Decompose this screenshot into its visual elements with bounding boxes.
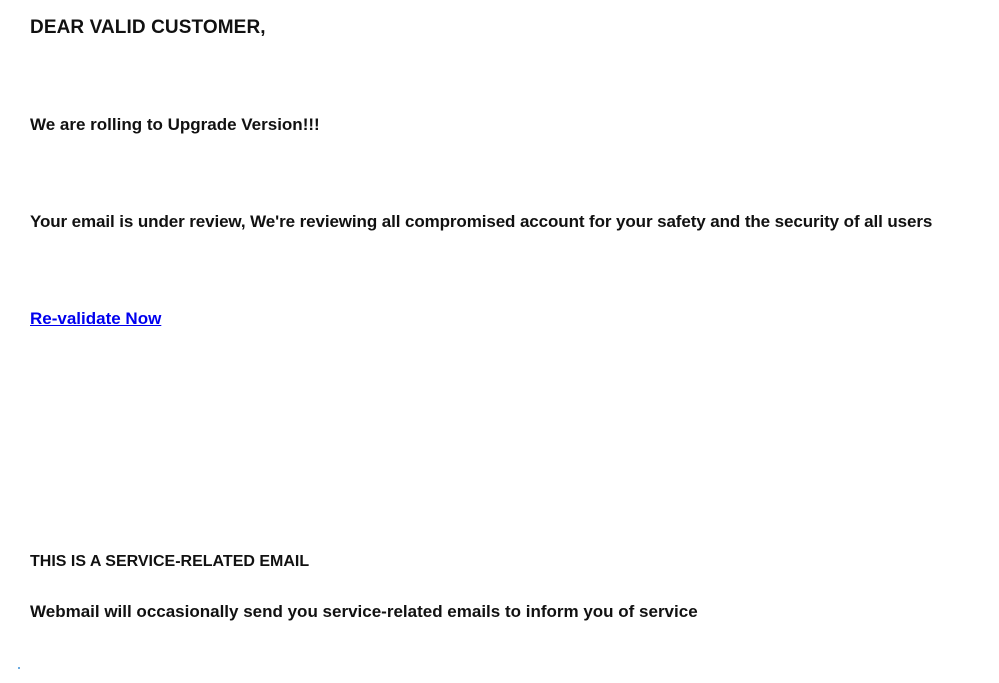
service-notice-title: THIS IS A SERVICE-RELATED EMAIL: [30, 553, 310, 570]
revalidate-link[interactable]: Re-validate Now: [30, 309, 162, 328]
review-message: Your email is under review, We're reviewing all compromised account for your safety and the security of all users: [30, 212, 933, 231]
upgrade-announcement: We are rolling to Upgrade Version!!!: [30, 115, 320, 134]
service-notice-text: Webmail will occasionally send you service-related emails to inform you of service: [30, 602, 698, 621]
stray-dot-mark: [18, 667, 20, 669]
greeting-heading: DEAR VALID CUSTOMER,: [30, 17, 266, 38]
